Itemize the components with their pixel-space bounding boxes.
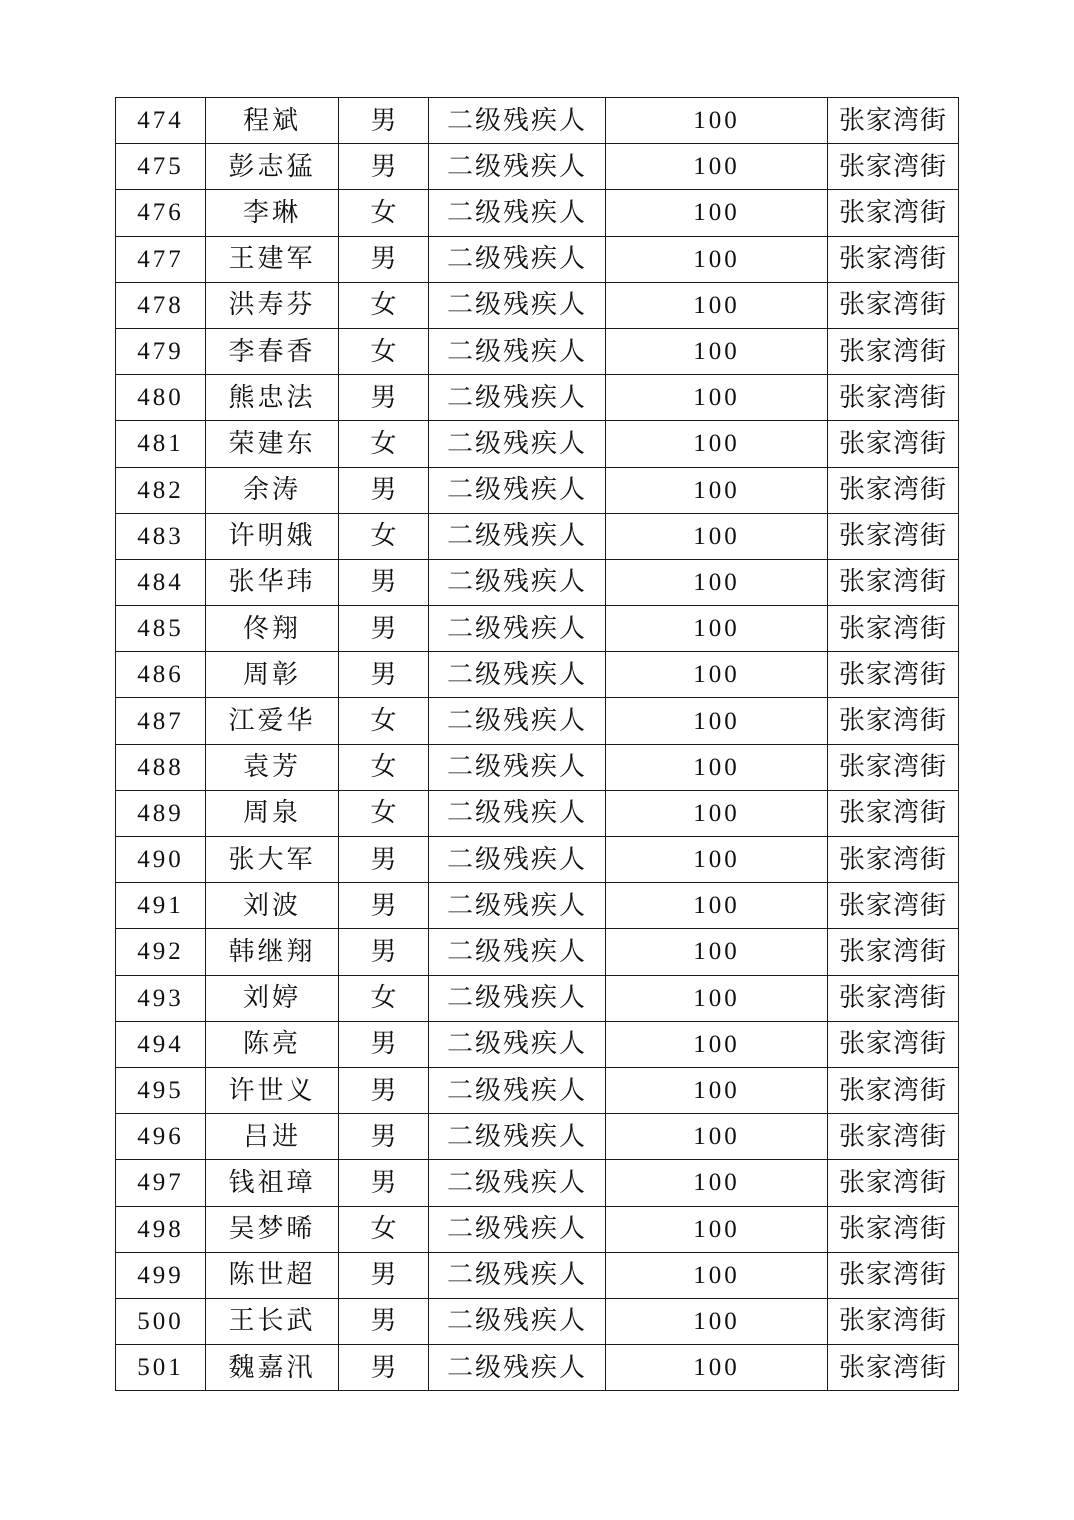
name-cell: 刘波 xyxy=(206,883,339,929)
serial-number-cell: 494 xyxy=(116,1021,206,1067)
serial-number-cell: 492 xyxy=(116,929,206,975)
name-cell: 佟翔 xyxy=(206,606,339,652)
gender-cell: 女 xyxy=(339,421,429,467)
category-cell: 二级残疾人 xyxy=(429,513,606,559)
name-cell: 许世义 xyxy=(206,1067,339,1113)
category-cell: 二级残疾人 xyxy=(429,1114,606,1160)
category-cell: 二级残疾人 xyxy=(429,328,606,374)
amount-cell: 100 xyxy=(606,606,828,652)
street-cell: 张家湾街 xyxy=(828,744,959,790)
table-row xyxy=(116,98,959,144)
category-cell: 二级残疾人 xyxy=(429,190,606,236)
amount-cell: 100 xyxy=(606,328,828,374)
category-cell: 二级残疾人 xyxy=(429,421,606,467)
street-cell: 张家湾街 xyxy=(828,559,959,605)
serial-number-cell: 484 xyxy=(116,559,206,605)
name-cell: 荣建东 xyxy=(206,421,339,467)
gender-cell: 男 xyxy=(339,467,429,513)
amount-cell: 100 xyxy=(606,652,828,698)
name-cell: 王长武 xyxy=(206,1298,339,1344)
gender-cell: 男 xyxy=(339,1345,429,1391)
serial-number-cell: 496 xyxy=(116,1114,206,1160)
category-cell: 二级残疾人 xyxy=(429,652,606,698)
name-cell: 钱祖璋 xyxy=(206,1160,339,1206)
gender-cell: 男 xyxy=(339,883,429,929)
gender-cell: 男 xyxy=(339,236,429,282)
gender-cell: 男 xyxy=(339,929,429,975)
table-row xyxy=(116,1021,959,1067)
category-cell: 二级残疾人 xyxy=(429,467,606,513)
gender-cell: 男 xyxy=(339,1067,429,1113)
name-cell: 韩继翔 xyxy=(206,929,339,975)
serial-number-cell: 499 xyxy=(116,1252,206,1298)
serial-number-cell: 477 xyxy=(116,236,206,282)
category-cell: 二级残疾人 xyxy=(429,790,606,836)
name-cell: 余涛 xyxy=(206,467,339,513)
street-cell: 张家湾街 xyxy=(828,1114,959,1160)
name-cell: 陈亮 xyxy=(206,1021,339,1067)
name-cell: 程斌 xyxy=(206,98,339,144)
street-cell: 张家湾街 xyxy=(828,1206,959,1252)
gender-cell: 男 xyxy=(339,652,429,698)
serial-number-cell: 476 xyxy=(116,190,206,236)
street-cell: 张家湾街 xyxy=(828,328,959,374)
amount-cell: 100 xyxy=(606,144,828,190)
name-cell: 吴梦晞 xyxy=(206,1206,339,1252)
gender-cell: 男 xyxy=(339,375,429,421)
amount-cell: 100 xyxy=(606,1252,828,1298)
gender-cell: 女 xyxy=(339,328,429,374)
table-row xyxy=(116,837,959,883)
category-cell: 二级残疾人 xyxy=(429,1252,606,1298)
table-row xyxy=(116,790,959,836)
table-row xyxy=(116,606,959,652)
table-row xyxy=(116,513,959,559)
street-cell: 张家湾街 xyxy=(828,513,959,559)
serial-number-cell: 500 xyxy=(116,1298,206,1344)
serial-number-cell: 479 xyxy=(116,328,206,374)
name-cell: 魏嘉汛 xyxy=(206,1345,339,1391)
gender-cell: 男 xyxy=(339,1114,429,1160)
table-row xyxy=(116,1345,959,1391)
table-row xyxy=(116,282,959,328)
amount-cell: 100 xyxy=(606,1345,828,1391)
category-cell: 二级残疾人 xyxy=(429,1067,606,1113)
gender-cell: 男 xyxy=(339,1298,429,1344)
category-cell: 二级残疾人 xyxy=(429,1345,606,1391)
amount-cell: 100 xyxy=(606,1206,828,1252)
serial-number-cell: 474 xyxy=(116,98,206,144)
amount-cell: 100 xyxy=(606,1067,828,1113)
amount-cell: 100 xyxy=(606,1160,828,1206)
street-cell: 张家湾街 xyxy=(828,1160,959,1206)
category-cell: 二级残疾人 xyxy=(429,606,606,652)
serial-number-cell: 480 xyxy=(116,375,206,421)
serial-number-cell: 498 xyxy=(116,1206,206,1252)
street-cell: 张家湾街 xyxy=(828,1298,959,1344)
table-row xyxy=(116,744,959,790)
category-cell: 二级残疾人 xyxy=(429,698,606,744)
category-cell: 二级残疾人 xyxy=(429,837,606,883)
amount-cell: 100 xyxy=(606,837,828,883)
category-cell: 二级残疾人 xyxy=(429,1160,606,1206)
table-row xyxy=(116,375,959,421)
gender-cell: 男 xyxy=(339,606,429,652)
name-cell: 王建军 xyxy=(206,236,339,282)
table-row xyxy=(116,421,959,467)
gender-cell: 女 xyxy=(339,744,429,790)
amount-cell: 100 xyxy=(606,744,828,790)
gender-cell: 女 xyxy=(339,698,429,744)
gender-cell: 男 xyxy=(339,144,429,190)
gender-cell: 男 xyxy=(339,98,429,144)
name-cell: 彭志猛 xyxy=(206,144,339,190)
street-cell: 张家湾街 xyxy=(828,790,959,836)
gender-cell: 女 xyxy=(339,190,429,236)
table-row xyxy=(116,652,959,698)
category-cell: 二级残疾人 xyxy=(429,929,606,975)
amount-cell: 100 xyxy=(606,698,828,744)
amount-cell: 100 xyxy=(606,790,828,836)
category-cell: 二级残疾人 xyxy=(429,883,606,929)
name-cell: 吕进 xyxy=(206,1114,339,1160)
category-cell: 二级残疾人 xyxy=(429,744,606,790)
amount-cell: 100 xyxy=(606,421,828,467)
name-cell: 刘婷 xyxy=(206,975,339,1021)
street-cell: 张家湾街 xyxy=(828,421,959,467)
category-cell: 二级残疾人 xyxy=(429,375,606,421)
serial-number-cell: 488 xyxy=(116,744,206,790)
category-cell: 二级残疾人 xyxy=(429,236,606,282)
name-cell: 许明娥 xyxy=(206,513,339,559)
serial-number-cell: 486 xyxy=(116,652,206,698)
amount-cell: 100 xyxy=(606,1114,828,1160)
gender-cell: 女 xyxy=(339,975,429,1021)
table-row xyxy=(116,929,959,975)
street-cell: 张家湾街 xyxy=(828,1252,959,1298)
street-cell: 张家湾街 xyxy=(828,1345,959,1391)
street-cell: 张家湾街 xyxy=(828,144,959,190)
amount-cell: 100 xyxy=(606,282,828,328)
street-cell: 张家湾街 xyxy=(828,98,959,144)
gender-cell: 女 xyxy=(339,790,429,836)
street-cell: 张家湾街 xyxy=(828,652,959,698)
serial-number-cell: 481 xyxy=(116,421,206,467)
serial-number-cell: 485 xyxy=(116,606,206,652)
gender-cell: 男 xyxy=(339,1252,429,1298)
serial-number-cell: 497 xyxy=(116,1160,206,1206)
amount-cell: 100 xyxy=(606,190,828,236)
category-cell: 二级残疾人 xyxy=(429,1206,606,1252)
table-row xyxy=(116,1160,959,1206)
street-cell: 张家湾街 xyxy=(828,190,959,236)
name-cell: 洪寿芬 xyxy=(206,282,339,328)
street-cell: 张家湾街 xyxy=(828,975,959,1021)
table-row xyxy=(116,467,959,513)
name-cell: 李琳 xyxy=(206,190,339,236)
gender-cell: 男 xyxy=(339,1160,429,1206)
serial-number-cell: 483 xyxy=(116,513,206,559)
street-cell: 张家湾街 xyxy=(828,282,959,328)
name-cell: 张华玮 xyxy=(206,559,339,605)
serial-number-cell: 475 xyxy=(116,144,206,190)
amount-cell: 100 xyxy=(606,1021,828,1067)
street-cell: 张家湾街 xyxy=(828,1067,959,1113)
street-cell: 张家湾街 xyxy=(828,467,959,513)
table-row xyxy=(116,144,959,190)
gender-cell: 女 xyxy=(339,282,429,328)
category-cell: 二级残疾人 xyxy=(429,975,606,1021)
serial-number-cell: 491 xyxy=(116,883,206,929)
table-row xyxy=(116,1114,959,1160)
amount-cell: 100 xyxy=(606,929,828,975)
category-cell: 二级残疾人 xyxy=(429,559,606,605)
street-cell: 张家湾街 xyxy=(828,883,959,929)
amount-cell: 100 xyxy=(606,513,828,559)
serial-number-cell: 478 xyxy=(116,282,206,328)
street-cell: 张家湾街 xyxy=(828,837,959,883)
street-cell: 张家湾街 xyxy=(828,929,959,975)
table-row xyxy=(116,698,959,744)
serial-number-cell: 495 xyxy=(116,1067,206,1113)
amount-cell: 100 xyxy=(606,559,828,605)
serial-number-cell: 501 xyxy=(116,1345,206,1391)
street-cell: 张家湾街 xyxy=(828,1021,959,1067)
serial-number-cell: 482 xyxy=(116,467,206,513)
category-cell: 二级残疾人 xyxy=(429,1021,606,1067)
gender-cell: 男 xyxy=(339,837,429,883)
name-cell: 李春香 xyxy=(206,328,339,374)
table-row xyxy=(116,883,959,929)
name-cell: 陈世超 xyxy=(206,1252,339,1298)
serial-number-cell: 493 xyxy=(116,975,206,1021)
table-row xyxy=(116,1067,959,1113)
gender-cell: 男 xyxy=(339,559,429,605)
serial-number-cell: 489 xyxy=(116,790,206,836)
amount-cell: 100 xyxy=(606,375,828,421)
name-cell: 周彰 xyxy=(206,652,339,698)
table-row xyxy=(116,328,959,374)
serial-number-cell: 487 xyxy=(116,698,206,744)
table-row xyxy=(116,1206,959,1252)
category-cell: 二级残疾人 xyxy=(429,282,606,328)
serial-number-cell: 490 xyxy=(116,837,206,883)
amount-cell: 100 xyxy=(606,975,828,1021)
category-cell: 二级残疾人 xyxy=(429,98,606,144)
street-cell: 张家湾街 xyxy=(828,606,959,652)
name-cell: 江爱华 xyxy=(206,698,339,744)
table-body xyxy=(116,98,959,1391)
amount-cell: 100 xyxy=(606,883,828,929)
name-cell: 熊忠法 xyxy=(206,375,339,421)
table-row xyxy=(116,559,959,605)
table-row xyxy=(116,975,959,1021)
amount-cell: 100 xyxy=(606,467,828,513)
name-cell: 张大军 xyxy=(206,837,339,883)
gender-cell: 女 xyxy=(339,513,429,559)
table-row xyxy=(116,1252,959,1298)
table-row xyxy=(116,236,959,282)
amount-cell: 100 xyxy=(606,236,828,282)
category-cell: 二级残疾人 xyxy=(429,1298,606,1344)
street-cell: 张家湾街 xyxy=(828,375,959,421)
name-cell: 周泉 xyxy=(206,790,339,836)
table-row xyxy=(116,190,959,236)
amount-cell: 100 xyxy=(606,1298,828,1344)
street-cell: 张家湾街 xyxy=(828,236,959,282)
name-cell: 袁芳 xyxy=(206,744,339,790)
amount-cell: 100 xyxy=(606,98,828,144)
category-cell: 二级残疾人 xyxy=(429,144,606,190)
table-row xyxy=(116,1298,959,1344)
gender-cell: 女 xyxy=(339,1206,429,1252)
gender-cell: 男 xyxy=(339,1021,429,1067)
recipient-table xyxy=(115,97,959,1391)
street-cell: 张家湾街 xyxy=(828,698,959,744)
